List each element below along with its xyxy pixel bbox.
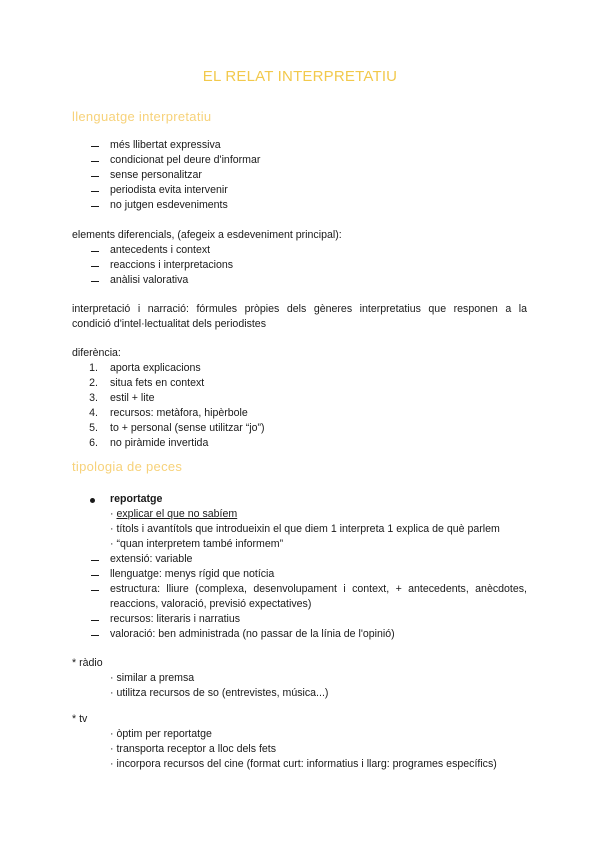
- list-item: llenguatge: menys rígid que notícia: [110, 568, 275, 580]
- list-item: no piràmide invertida: [110, 437, 209, 449]
- list-number: 6.: [89, 437, 98, 449]
- list-number: 3.: [89, 392, 98, 404]
- list-item: valoració: ben administrada (no passar de la línia de l'opinió): [110, 628, 395, 640]
- dash-bullet: [91, 251, 99, 252]
- list-number: 4.: [89, 407, 98, 419]
- list-item: no jutgen esdeveniments: [110, 199, 228, 211]
- list-item: aporta explicacions: [110, 362, 201, 374]
- list-number: 1.: [89, 362, 98, 374]
- reportatge-sub-underlined: explicar el que no sabíem: [116, 508, 238, 520]
- dash-bullet: [91, 620, 99, 621]
- reportatge-sub-item: · “quan interpretem també informem”: [110, 538, 284, 550]
- list-item: periodista evita intervenir: [110, 184, 228, 196]
- section-heading-tipologia: tipologia de peces: [72, 459, 183, 474]
- elements-intro: elements diferencials, (afegeix a esdeveniment principal):: [72, 229, 342, 241]
- section-heading-llenguatge: llenguatge interpretatiu: [72, 109, 212, 124]
- dash-bullet: [91, 191, 99, 192]
- list-item: antecedents i context: [110, 244, 211, 256]
- list-item: to + personal (sense utilitzar “jo”): [110, 422, 265, 434]
- dash-bullet: [91, 146, 99, 147]
- dash-bullet: [91, 281, 99, 282]
- dash-bullet: [91, 176, 99, 177]
- diferencia-label: diferència:: [72, 347, 121, 359]
- dot-bullet: [90, 498, 95, 503]
- list-item: extensió: variable: [110, 553, 193, 565]
- reportatge-label: reportatge: [110, 493, 163, 505]
- list-item: reaccions i interpretacions: [110, 259, 234, 271]
- page-title: EL RELAT INTERPRETATIU: [202, 68, 398, 85]
- list-item: situa fets en context: [110, 377, 205, 389]
- dash-bullet: [91, 266, 99, 267]
- dash-bullet: [91, 206, 99, 207]
- tv-item: · transporta receptor a lloc dels fets: [110, 743, 277, 755]
- reportatge-sub-item: · explicar el que no sabíem: [110, 508, 238, 520]
- list-item-continued: reaccions, valoració, previsió expectatives): [110, 598, 312, 610]
- radio-label: * ràdio: [72, 657, 103, 669]
- tv-item: · incorpora recursos del cine (format curt: informatius i llarg: programes específics): [110, 758, 497, 770]
- list-number: 5.: [89, 422, 98, 434]
- list-item: anàlisi valorativa: [110, 274, 189, 286]
- dash-bullet: [91, 635, 99, 636]
- tv-label: * tv: [72, 713, 88, 725]
- list-item: condicionat pel deure d'informar: [110, 154, 261, 166]
- list-item: recursos: literaris i narratius: [110, 613, 241, 625]
- list-item: sense personalitzar: [110, 169, 202, 181]
- dash-bullet: [91, 161, 99, 162]
- tv-item: · òptim per reportatge: [110, 728, 212, 740]
- list-item: estil + lite: [110, 392, 155, 404]
- radio-item: · similar a premsa: [110, 672, 195, 684]
- dash-bullet: [91, 590, 99, 591]
- paragraph-line: interpretació i narració: fórmules pròpies dels gèneres interpretatius que responen a la: [72, 303, 527, 315]
- dash-bullet: [91, 560, 99, 561]
- list-item: estructura: lliure (complexa, desenvolupament i context, + antecedents, anècdotes,: [110, 583, 527, 595]
- list-item: recursos: metàfora, hipèrbole: [110, 407, 248, 419]
- list-item: més llibertat expressiva: [110, 139, 221, 151]
- dash-bullet: [91, 575, 99, 576]
- list-number: 2.: [89, 377, 98, 389]
- reportatge-sub-item: · títols i avantítols que introdueixin el que diem 1 interpreta 1 explica de què parlem: [110, 523, 500, 535]
- paragraph-line: condició d'intel·lectualitat dels periodistes: [72, 318, 266, 330]
- radio-item: · utilitza recursos de so (entrevistes, música...): [110, 687, 329, 699]
